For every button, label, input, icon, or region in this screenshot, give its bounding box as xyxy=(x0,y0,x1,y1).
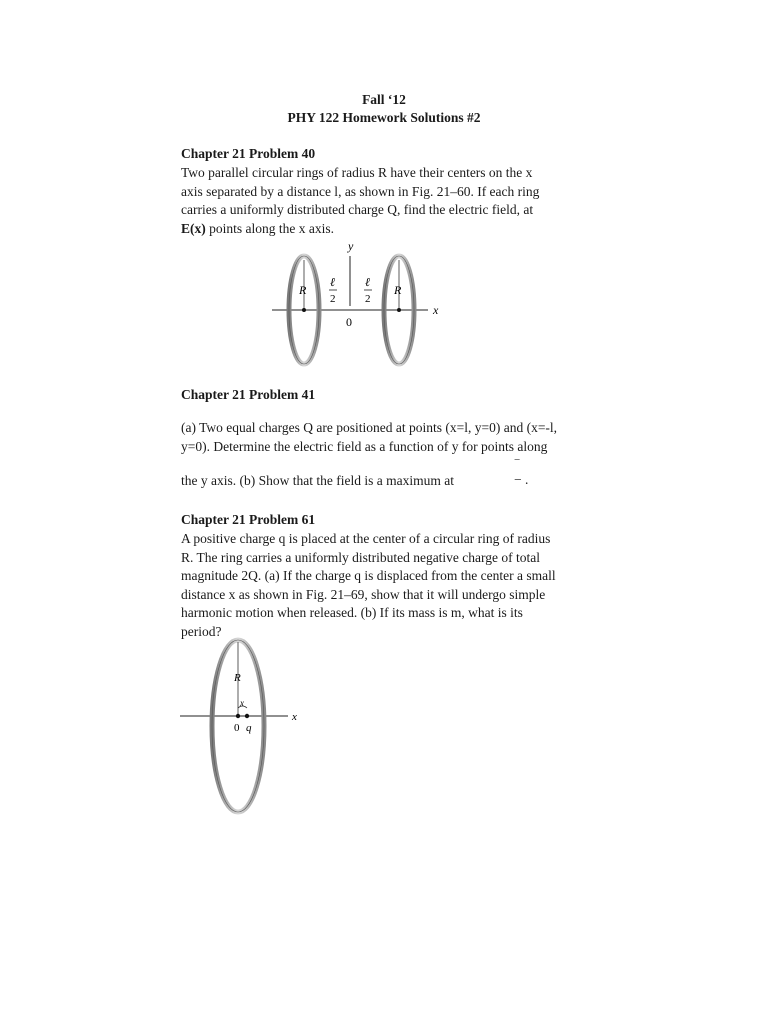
formula-fragment-lower: − . xyxy=(514,472,529,487)
problem-61-line-1: A positive charge q is placed at the center of a circular ring of radius xyxy=(181,531,551,546)
problem-40-line-1: Two parallel circular rings of radius R have their centers on the x xyxy=(181,165,533,180)
figure-single-ring xyxy=(178,636,313,822)
field-symbol: E(x) xyxy=(181,220,206,236)
problem-61-line-4: distance x as shown in Fig. 21–69, show that it will undergo simple xyxy=(181,586,546,602)
problem-61-line-2: R. The ring carries a uniformly distributed negative charge of total xyxy=(181,549,541,565)
label-q: q xyxy=(246,722,252,734)
label-y: y xyxy=(348,239,354,253)
left-ring-center xyxy=(302,308,306,312)
problem-41-line-1: (a) Two equal charges Q are positioned at points (x=l, y=0) and (x=-l, xyxy=(181,420,558,435)
formula-fragment-upper: − xyxy=(514,454,521,466)
problem-41-heading: Chapter 21 Problem 41 xyxy=(181,387,316,402)
figure-two-rings xyxy=(260,236,460,370)
problem-40-heading: Chapter 21 Problem 40 xyxy=(181,146,316,161)
problem-40-line-2: axis separated by a distance l, as shown in Fig. 21–60. If each ring xyxy=(181,183,540,199)
label-x: x xyxy=(433,303,439,317)
problem-40-line-4-rest: points along the x axis. xyxy=(205,220,334,236)
label-origin: 0 xyxy=(346,315,352,329)
label-l-right: ℓ xyxy=(365,275,370,289)
right-ring-center xyxy=(397,308,401,312)
problem-41-line-2: y=0). Determine the electric field as a function of y for points along xyxy=(181,438,548,454)
label-R-right: R xyxy=(394,283,402,297)
problem-61-line-5: harmonic motion when released. (b) If its mass is m, what is its xyxy=(181,605,523,620)
label-2-left: 2 xyxy=(330,293,336,305)
problem-41-line-3: the y axis. (b) Show that the field is a maximum at xyxy=(181,473,454,488)
label-R: R xyxy=(234,672,241,684)
label-l-left: ℓ xyxy=(330,275,335,289)
label-R-left: R xyxy=(299,283,307,297)
problem-40-line-3: carries a uniformly distributed charge Q, find the electric field, at xyxy=(181,202,534,217)
charge-q xyxy=(245,714,249,718)
label-x-axis: x xyxy=(292,711,297,723)
problem-61-text xyxy=(181,530,601,641)
problem-40-text xyxy=(181,164,601,238)
label-x-small: x xyxy=(240,698,244,708)
problem-41-text xyxy=(181,419,601,456)
problem-61-heading: Chapter 21 Problem 61 xyxy=(181,512,316,527)
document-term: Fall ‘12 xyxy=(362,92,406,107)
label-origin: 0 xyxy=(234,722,240,734)
problem-61-line-6: period? xyxy=(181,623,222,639)
ring-center xyxy=(236,714,240,718)
document-title: PHY 122 Homework Solutions #2 xyxy=(287,110,481,125)
label-2-right: 2 xyxy=(365,293,371,305)
problem-61-line-3: magnitude 2Q. (a) If the charge q is displaced from the center a small xyxy=(181,568,556,583)
